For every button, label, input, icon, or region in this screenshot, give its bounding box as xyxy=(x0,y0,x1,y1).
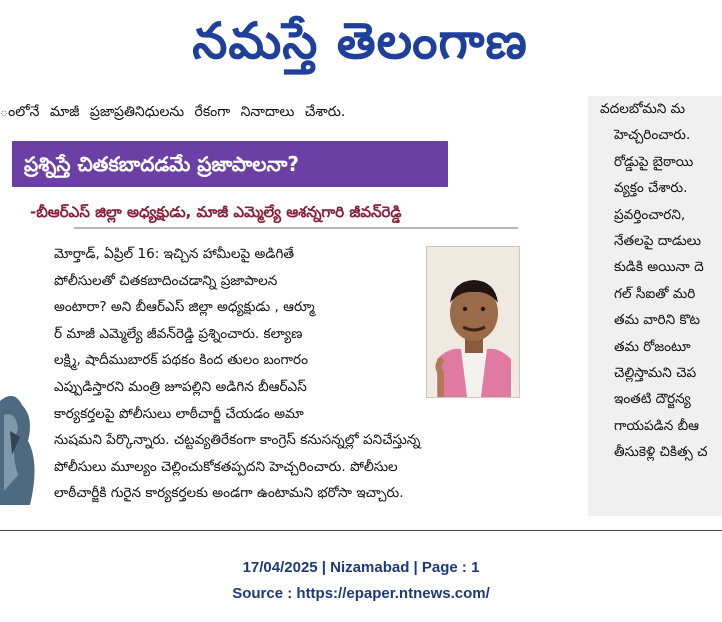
side-line: రోడ్డుపై బైఠాయి xyxy=(614,153,694,170)
side-line: చెల్లిస్తామని చెప xyxy=(614,365,697,382)
body-line: పోలీసులు మూల్యం చెల్లించుకోకతప్పదని హెచ్చరించారు. పోలీసుల xyxy=(54,458,398,475)
subheadline-rule xyxy=(74,227,518,229)
side-line: ఇంతటి దౌర్జన్య xyxy=(614,391,691,408)
body-line: పోలీసులతో చితకబాదించడాన్ని ప్రజాపాలన xyxy=(54,272,278,289)
body-line: ఎప్పుడిస్తారని మంత్రి జూపల్లిని అడిగిన బీఆర్ఎస్ xyxy=(54,378,307,395)
side-line: కుడికి అయినా దె xyxy=(614,259,704,276)
body-line: మోర్తాడ్, ఏప్రిల్ 16: ఇచ్చిన హామీలపై అడిగితే xyxy=(54,246,294,262)
adjacent-photo-fragment xyxy=(0,371,44,505)
body-line: ర్ మాజీ ఎమ్మెల్యే జీవన్‌రెడ్డి ప్రశ్నించారు. కల్యాణ xyxy=(54,325,303,342)
source-link[interactable]: Source : https://epaper.ntnews.com/ xyxy=(232,585,490,602)
side-line: నేతలపై దాడులు xyxy=(614,233,701,250)
body-line: కార్యకర్తలపై పోలీసులు లాఠీచార్జీ చేయడం అమా xyxy=(54,405,304,422)
article-subheadline: -బీఆర్ఎస్ జిల్లా అధ్యక్షుడు, మాజీ ఎమ్మెల్యే ఆశన్నగారి జీవన్‌రెడ్డి xyxy=(30,203,402,221)
previous-article-line: ంలోనే మాజీ ప్రజాప్రతినిధులను రేకంగా నినాదాలు చేశారు. xyxy=(0,104,346,120)
body-line: లక్ష్మి, షాదీముబారక్ పథకం కింద తులం బంగారం xyxy=(54,352,309,369)
side-line: తమ వారిని కొట xyxy=(614,312,701,329)
edition-info: 17/04/2025 | Nizamabad | Page : 1 xyxy=(242,559,480,576)
body-line: నుషమని పేర్కొన్నారు. చట్టవ్యతిరేకంగా కాంగ్రెస్ కనుసన్నల్లో పనిచేస్తున్న xyxy=(54,432,421,449)
article-headline: ప్రశ్నిస్తే చితకబాదడమే ప్రజాపాలనా? xyxy=(12,141,448,187)
side-line: తమ రోజంటూ xyxy=(614,338,691,355)
footer xyxy=(0,555,722,607)
side-line: గల్ సీఐతో మరి xyxy=(614,285,696,302)
side-line: ప్రవర్తించారని, xyxy=(614,206,686,223)
body-line: లాఠీచార్జీకి గురైన కార్యకర్తలకు అండగా ఉంటామని భరోసా ఇచ్చారు. xyxy=(54,485,404,502)
masthead-logo: నమస్తే తెలంగాణ xyxy=(192,12,528,70)
side-line: తీసుకెళ్లి చికిత్స చ xyxy=(614,444,708,461)
article-body xyxy=(54,241,526,507)
side-line: వ్యక్తం చేశారు. xyxy=(614,180,688,197)
adjacent-article-column xyxy=(588,96,722,516)
masthead xyxy=(0,0,722,84)
side-line: హెచ్చరించారు. xyxy=(614,127,691,144)
news-clipping xyxy=(0,96,722,521)
side-line: గాయపడిన బీఆ xyxy=(614,417,699,434)
body-line: అంటారా? అని బీఆర్ఎస్ జిల్లా అధ్యక్షుడు , ఆర్మూ xyxy=(54,299,315,316)
side-line: వదలబోమని మ xyxy=(600,101,685,117)
footer-divider xyxy=(0,530,722,531)
